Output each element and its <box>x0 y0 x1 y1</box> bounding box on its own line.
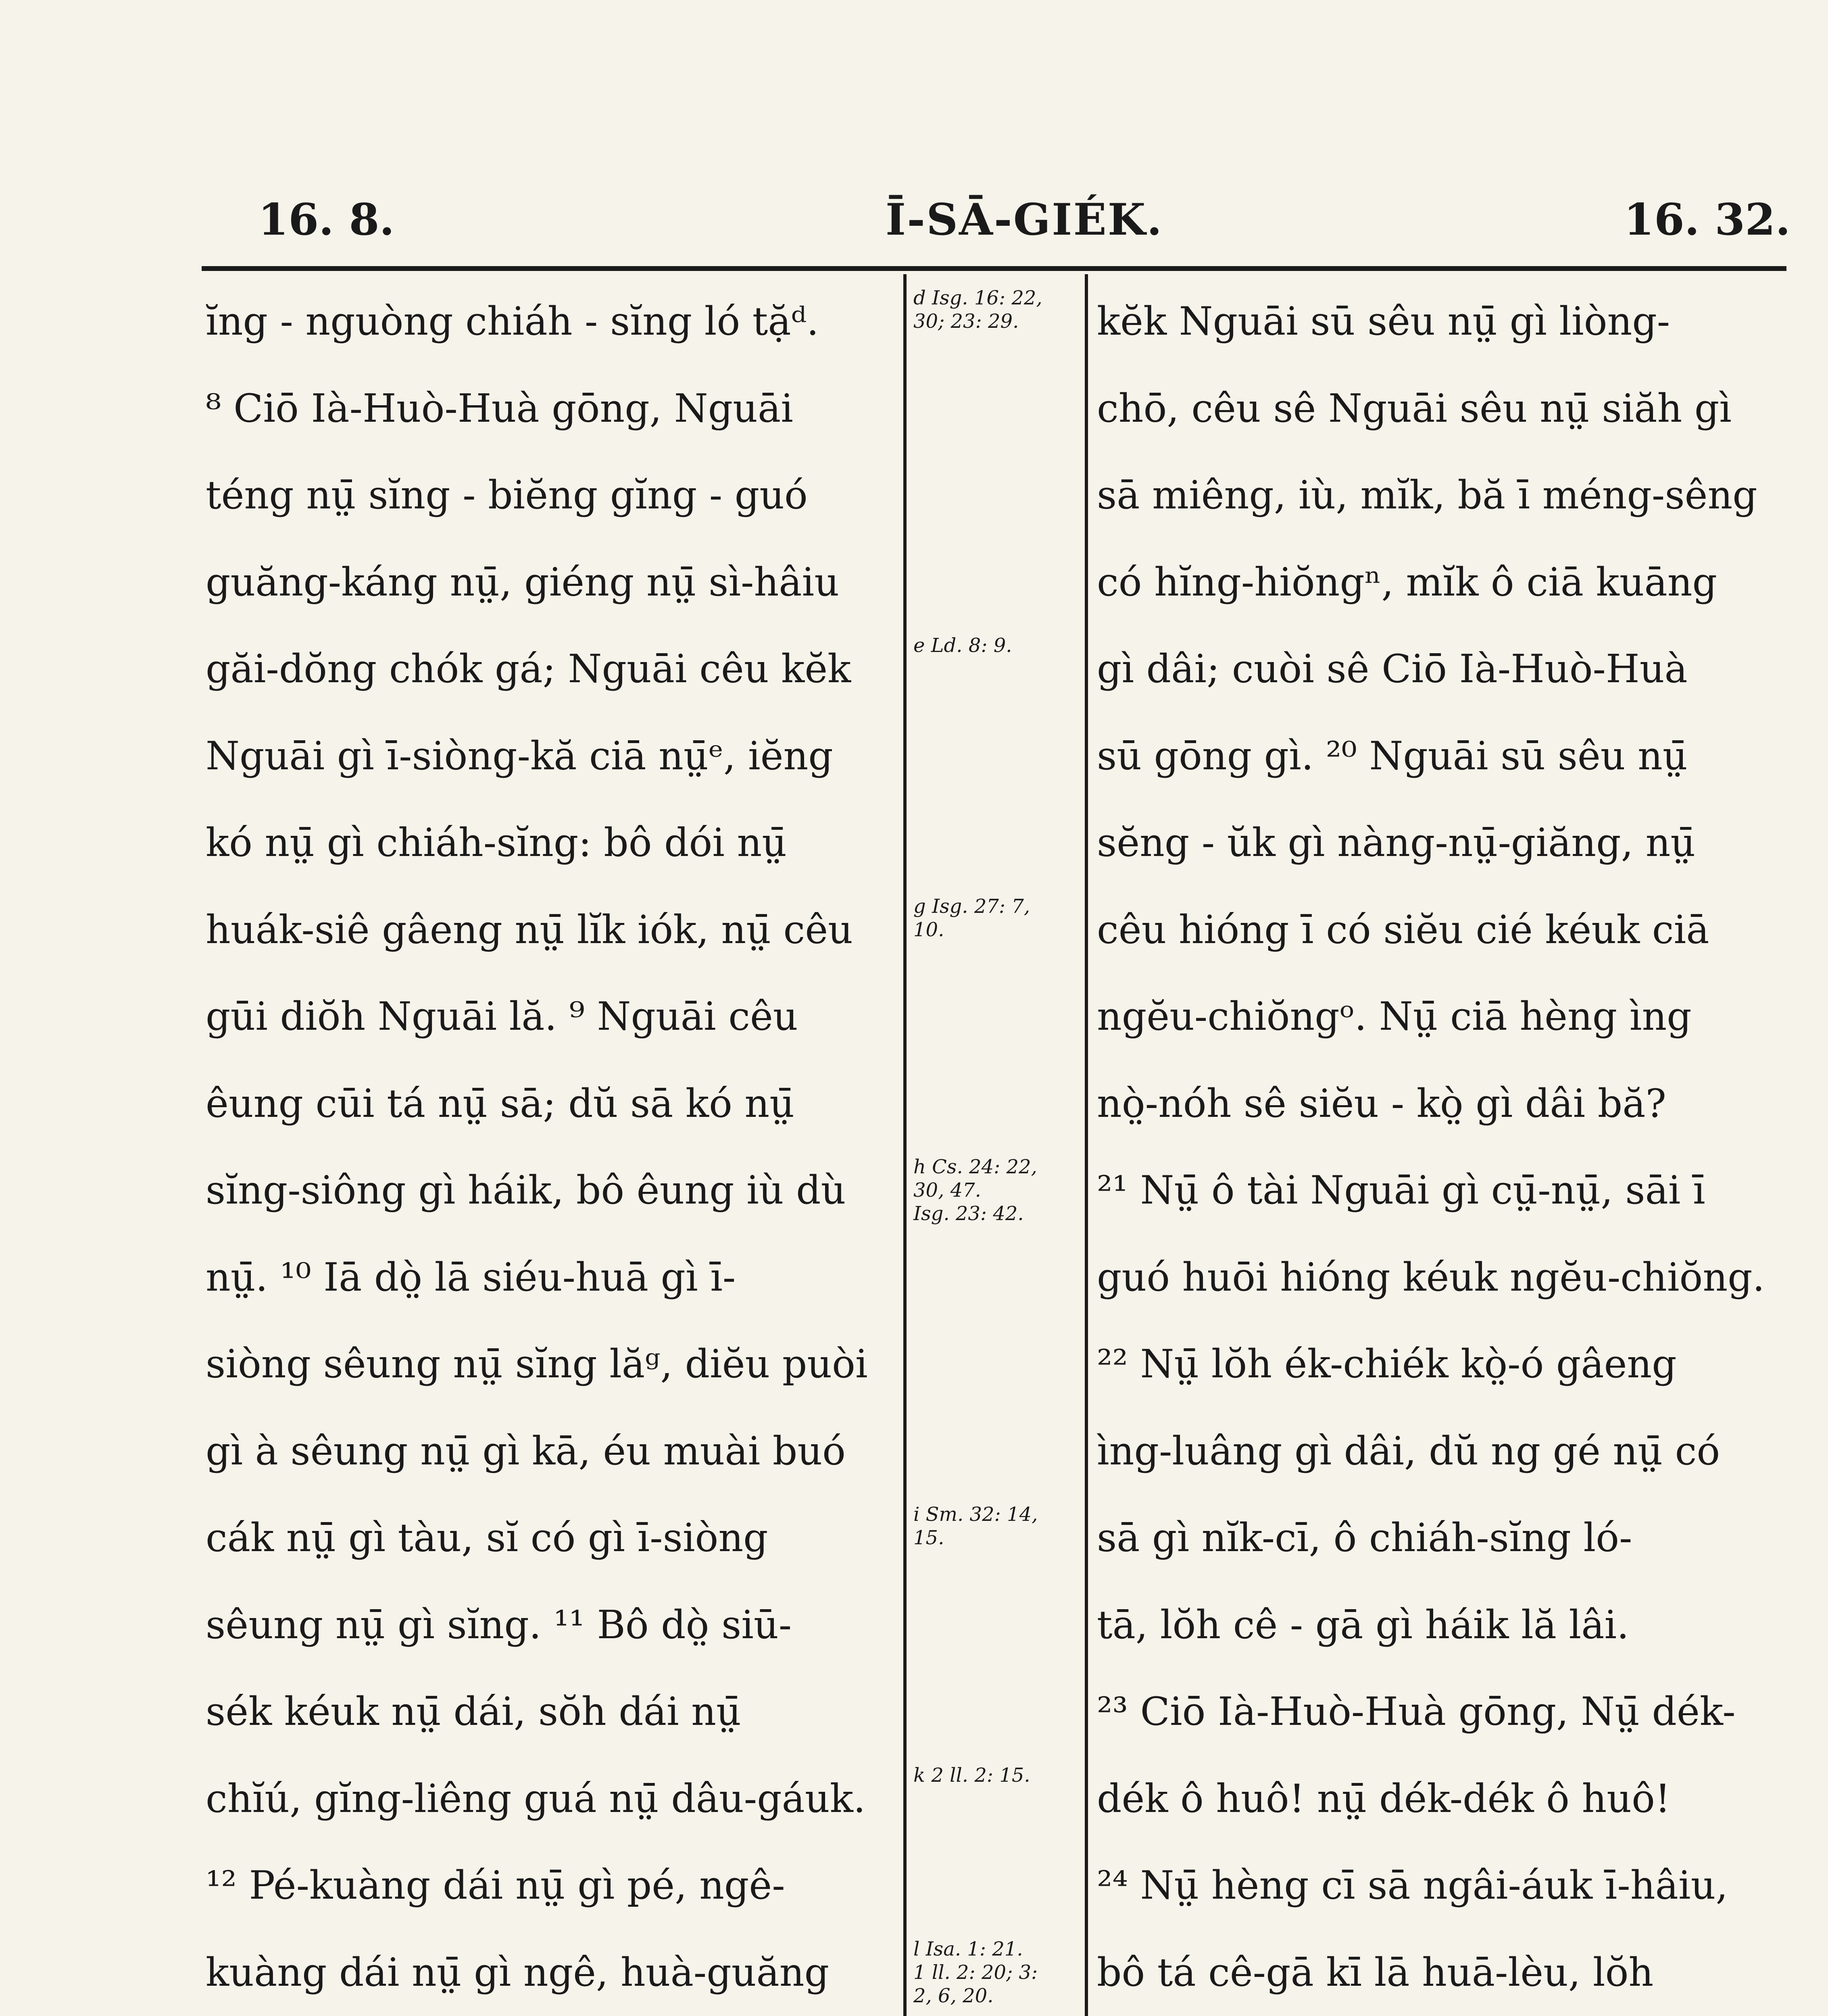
column-divider-left <box>903 274 907 2016</box>
text-line: guăng-káng nṳ̄, giéng nṳ̄ sì-hâiu <box>206 559 840 605</box>
text-line: găi-dŏng chók gá; Nguāi cêu kĕk <box>206 646 851 691</box>
text-line: ¹² Pé-kuàng dái nṳ̄ gì pé, ngê- <box>206 1863 785 1908</box>
cross-reference: g Isg. 27: 7, 10. <box>913 895 1030 941</box>
text-line: ìng-luâng gì dâi, dŭ ng gé nṳ̄ có <box>1097 1428 1720 1474</box>
header-rule <box>202 266 1786 271</box>
header-chapter-verse-end: 16. 32. <box>1624 194 1790 245</box>
cross-reference: e Ld. 8: 9. <box>913 634 1012 657</box>
text-line: chĭú, gĭng-liêng guá nṳ̄ dâu-gáuk. <box>206 1776 866 1821</box>
text-line: dék ô huô! nṳ̄ dék-dék ô huô! <box>1097 1776 1671 1821</box>
text-line: ⁸ Ciō Ià-Huò-Huà gōng, Nguāi <box>206 385 793 431</box>
text-line: gì dâi; cuòi sê Ciō Ià-Huò-Huà <box>1097 646 1688 691</box>
right-text-column <box>1097 278 1782 2016</box>
text-line: ²³ Ciō Ià-Huò-Huà gōng, Nṳ̄ dék- <box>1097 1689 1736 1734</box>
text-line: bô tá cê-gā kī lā huā-lèu, lŏh <box>1097 1949 1654 1995</box>
text-line: ²² Nṳ̄ lŏh ék-chiék kò̤-ó gâeng <box>1097 1341 1677 1387</box>
text-line: sêung nṳ̄ gì sĭng. ¹¹ Bô dò̤ siū- <box>206 1602 792 1647</box>
cross-reference: l Isa. 1: 21. 1 ll. 2: 20; 3: 2, 6, 20. <box>913 1937 1038 2007</box>
text-line: chō, cêu sê Nguāi sêu nṳ̄ siăh gì <box>1097 385 1732 431</box>
text-line: sū gōng gì. ²⁰ Nguāi sū sêu nṳ̄ <box>1097 733 1688 779</box>
text-line: gūi diŏh Nguāi lă. ⁹ Nguāi cêu <box>206 994 798 1039</box>
text-line: ngĕu-chiŏngᵒ. Nṳ̄ ciā hèng ìng <box>1097 994 1692 1039</box>
text-line: siòng sêung nṳ̄ sĭng lăᵍ, diĕu puòi <box>206 1341 868 1387</box>
text-line: kó nṳ̄ gì chiáh-sĭng: bô dói nṳ̄ <box>206 820 787 865</box>
text-line: gì à sêung nṳ̄ gì kā, éu muài buó <box>206 1428 846 1474</box>
running-header <box>258 190 1790 250</box>
text-line: Nguāi gì ī-siòng-kă ciā nṳ̄ᵉ, iĕng <box>206 733 833 779</box>
text-line: nṳ̄. ¹⁰ Iā dò̤ lā siéu-huā gì ī- <box>206 1254 736 1300</box>
cross-reference: h Cs. 24: 22, 30, 47. Isg. 23: 42. <box>913 1156 1037 1225</box>
text-line: kuàng dái nṳ̄ gì ngê, huà-guăng <box>206 1949 830 1995</box>
text-line: cák nṳ̄ gì tàu, sĭ có gì ī-siòng <box>206 1515 768 1560</box>
text-line: téng nṳ̄ sĭng - biĕng gĭng - guó <box>206 473 808 518</box>
header-book-title: Ī-SĀ-GIÉK. <box>885 194 1163 245</box>
text-line: sĭng-siông gì háik, bô êung iù dù <box>206 1168 846 1213</box>
text-line: sā gì nĭk-cī, ô chiáh-sĭng ló- <box>1097 1515 1632 1560</box>
text-line: có hĭng-hiŏngⁿ, mĭk ô ciā kuāng <box>1097 559 1717 605</box>
text-line: ĭng - nguòng chiáh - sĭng ló tặᵈ. <box>206 299 819 344</box>
text-line: cêu hióng ī có siĕu cié kéuk ciā <box>1097 907 1709 952</box>
cross-reference-margin <box>913 278 1079 2016</box>
column-divider-right <box>1085 274 1088 2016</box>
cross-reference: k 2 ll. 2: 15. <box>913 1764 1030 1787</box>
text-line: huák-siê gâeng nṳ̄ lĭk iók, nṳ̄ cêu <box>206 907 853 952</box>
text-line: kĕk Nguāi sū sêu nṳ̄ gì liòng- <box>1097 299 1670 344</box>
cross-reference: i Sm. 32: 14, 15. <box>913 1503 1038 1549</box>
header-chapter-verse-start: 16. 8. <box>258 194 395 245</box>
text-line: guó huōi hióng kéuk ngĕu-chiŏng. <box>1097 1254 1765 1300</box>
text-line: ²¹ Nṳ̄ ô tài Nguāi gì cṳ̄-nṳ̄, sāi ī <box>1097 1168 1705 1213</box>
text-line: sék kéuk nṳ̄ dái, sŏh dái nṳ̄ <box>206 1689 741 1734</box>
left-text-column <box>206 278 891 2016</box>
cross-reference: d Isg. 16: 22, 30; 23: 29. <box>913 287 1042 333</box>
text-line: êung cūi tá nṳ̄ sā; dŭ sā kó nṳ̄ <box>206 1081 795 1126</box>
text-line: nò̤-nóh sê siĕu - kò̤ gì dâi bă? <box>1097 1081 1666 1126</box>
text-line: ²⁴ Nṳ̄ hèng cī sā ngâi-áuk ī-hâiu, <box>1097 1863 1728 1908</box>
text-line: sĕng - ŭk gì nàng-nṳ̄-giăng, nṳ̄ <box>1097 820 1696 865</box>
text-line: tā, lŏh cê - gā gì háik lă lâi. <box>1097 1602 1629 1647</box>
text-line: sā miêng, iù, mĭk, bă ī méng-sêng <box>1097 473 1757 518</box>
